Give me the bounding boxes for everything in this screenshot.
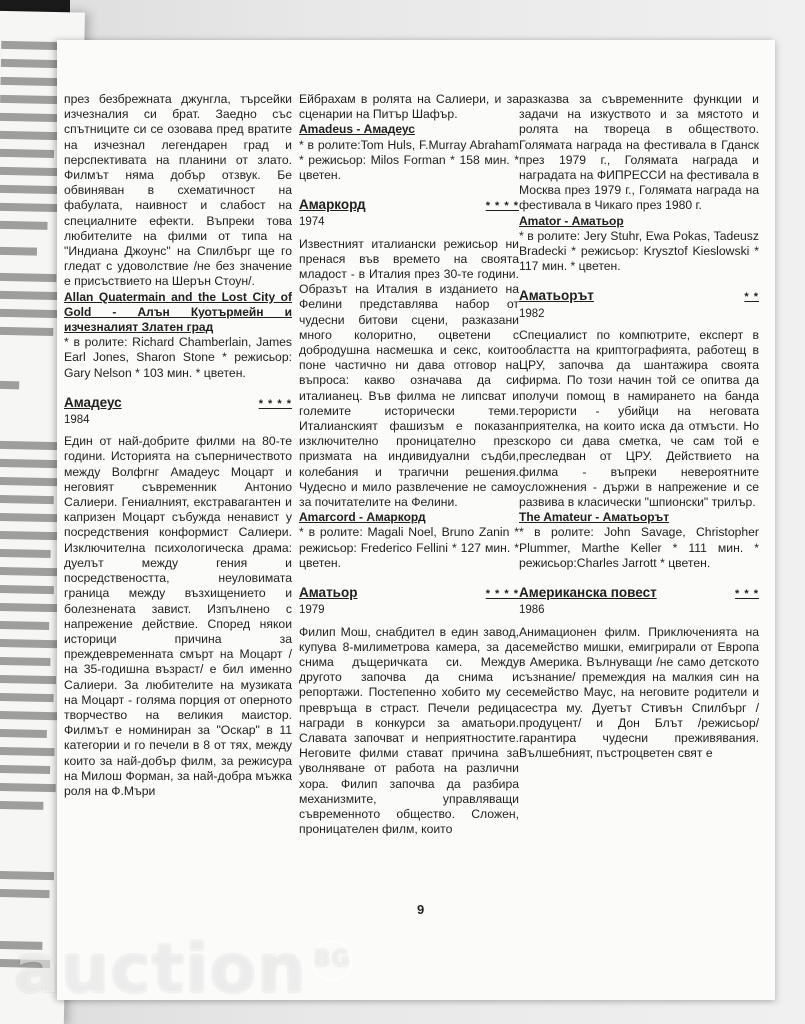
film-description: Един от най-добрите филми на 80-те години. Историята на съперничеството между Волфгнг Амадеус Моцарт и неговият съвременник Антонио Салиери. Гениалният, екстравагантен и капризен Моцарт събужда ненавист у посредствения конформист Салиери. Изключителна психологическа драма: дуелът между гения и посредствеността, неуловимата граница между възхищението и болезнената завист. Изпълнено с напрежение действие. Според някои историци причина за преждевременната смърт на Моцарт /на 35-годишна възраст/ е бил именно Салиери. За любителите на музиката на Моцарт - голяма порция от оперното творчество на великия маистор. Филмът е номиниран за "Оскар" в 11 категории и го печели в 8 от тях, между които за най-добър филм, за режисура на Милош Форман, за най-добра мъжка роля на Ф.Мъри <box>64 434 292 798</box>
film-title-original: Amadeus - Амадеус <box>299 122 415 137</box>
page-number: 9 <box>417 902 425 917</box>
film-title-original: Amator - Аматьор <box>519 213 624 228</box>
film-title-original: The Amateur - Аматьорът <box>519 510 670 525</box>
column-intro-text: Ейбрахам в ролята на Салиери, и за сценарии на Питър Шафър. <box>299 92 519 122</box>
film-heading-title: Аматьор <box>299 585 358 601</box>
watermark-suffix: BG <box>311 940 353 982</box>
film-description: Известният италиански режисьор ни пренася във времето на своята младост - в Италия през 30-те години. Образът на Италия в изданието на Фелини представлява набор от чудесни битови сцени, разказани много колоритно, оцветени с добродушна насмешка и секс, които поне частично ни дава отговор на въпроса: какво означава да си италианец. Във филма не липсват и големите исторически теми. Италианският фашизъм е показан изключително проницателно през призмата на индивидуални съдби, колебания и трагични решения. Чудесно и мило развлечение не само за почитателите на Фелини. <box>299 236 519 510</box>
film-heading <box>519 288 759 305</box>
film-credits: * в ролите: Jery Stuhr, Ewa Pokas, Tadeusz Bradecki * режисьор: Krysztof Kieslowski * 117 мин. * цветен. <box>519 228 759 274</box>
film-heading-title: Аматьорът <box>519 288 594 304</box>
film-description: Анимационен филм. Приключенията на семейство мишки, емигрирали от Европа в Америка. Вълнуващи /не само детското съзнание/ премеждия на малкия син на семейство Маус, на неговите родители и сестра му. Дуетът Стивън Спилбърг /продуцент/ и Дон Блът /режисьор/ гарантира чудесни преживявания. Вълшебният, пъстроцветен свят е <box>519 624 759 761</box>
film-title-original: Allan Quatermain and the Lost City of Gold - Алън Куотърмейн и изчезналият Златен град <box>64 289 292 335</box>
film-description: Специалист по компютрите, експерт в областта на криптографията, работещ в ЦРУ, започва да шантажира своята фирма. По този начин той се опитва да получи помощ в намирането на банда терористи - убийци на неговата приятелка, на които иска да отмъсти. Но скоро си дава сметка, че сам той е преследван от ЦРУ. Действието на филма - въпреки невероятните усложнения - държи в напрежение и се развива в класически "шпионски" трилър. <box>519 327 759 510</box>
film-rating: * * * * <box>485 588 519 601</box>
column-intro-text: през безбрежната джунгла, търсейки изчезналия си брат. Заедно със спътниците си се озовава пред вратите на изчезнал легендарен град и перспективата на планини от злато. Филмът няма добър отзвук. Бе обвиняван в схематичност на фабулата, наивност и слабост на специалните ефекти. Въпреки това любителите на филми от типа на "Индиана Джоунс" на Спилбърг ще го гледат с удоволствие /не без значение е присъствието на Шерън Стоун/. <box>64 92 292 289</box>
film-year: 1984 <box>64 414 90 427</box>
film-credits: * в ролите:Tom Huls, F.Murray Abraham * режисьор: Milos Forman * 158 мин. * цветен. <box>299 137 519 183</box>
watermark-text: auction <box>14 930 307 1009</box>
film-credits: * в ролите: John Savage, Christopher Plummer, Marthe Keller * 111 мин. * режисьор:Charles Jarrott * цветен. <box>519 525 759 570</box>
film-heading <box>299 585 519 602</box>
book-page <box>57 40 775 1000</box>
film-rating: * * <box>744 291 759 304</box>
film-rating: * * * <box>735 588 759 601</box>
film-heading <box>299 197 519 214</box>
film-heading-title: Амадеус <box>64 394 122 410</box>
column-right <box>519 92 759 761</box>
film-credits: * в ролите: Magali Noel, Bruno Zanin * режисьор: Frederico Fellini * 127 мин. * цветен. <box>299 525 519 570</box>
column-middle <box>299 92 519 837</box>
column-left <box>64 92 292 799</box>
film-rating: * * * * <box>258 397 292 410</box>
auction-watermark <box>14 930 353 1009</box>
film-heading <box>519 585 759 602</box>
film-heading <box>64 395 292 412</box>
film-rating: * * * * <box>485 200 519 213</box>
film-year: 1982 <box>519 307 545 320</box>
film-year: 1974 <box>299 216 325 229</box>
film-heading-title: Американска повест <box>519 585 657 601</box>
column-intro-text: разказва за съвременните функции и задачи на изкуството и за мястото и ролята на твореца в обществото. Голямата награда на фестивала в Гданск през 1979 г., Голямата награда и наградата на ФИПРЕССИ на фестивала в Москва през 1979 г., Голямата награда на фестивала в Чикаго през 1980 г. <box>519 92 759 213</box>
film-credits: * в ролите: Richard Chamberlain, James Earl Jones, Sharon Stone * режисьор: Gary Nelson * 103 мин. * цветен. <box>64 335 292 380</box>
film-description: Филип Мош, снабдител в един завод, купува 8-милиметрова камера, за да снима дъщеричката си. Между другото започва да снима и репортажи. Постепенно хобито му се превръща в страст. Печели редица награди в конкурси за аматьори. Славата започват и неприятностите. Неговите филми стават причина за уволняване от работа на различни хора. Филип започва да разбира механизмите, управляващи съвременното общество. Сложен, проницателен филм, които <box>299 624 519 837</box>
film-year: 1979 <box>299 604 325 617</box>
film-heading-title: Амаркорд <box>299 197 366 213</box>
film-title-original: Amarcord - Амаркорд <box>299 510 426 525</box>
film-year: 1986 <box>519 604 545 617</box>
